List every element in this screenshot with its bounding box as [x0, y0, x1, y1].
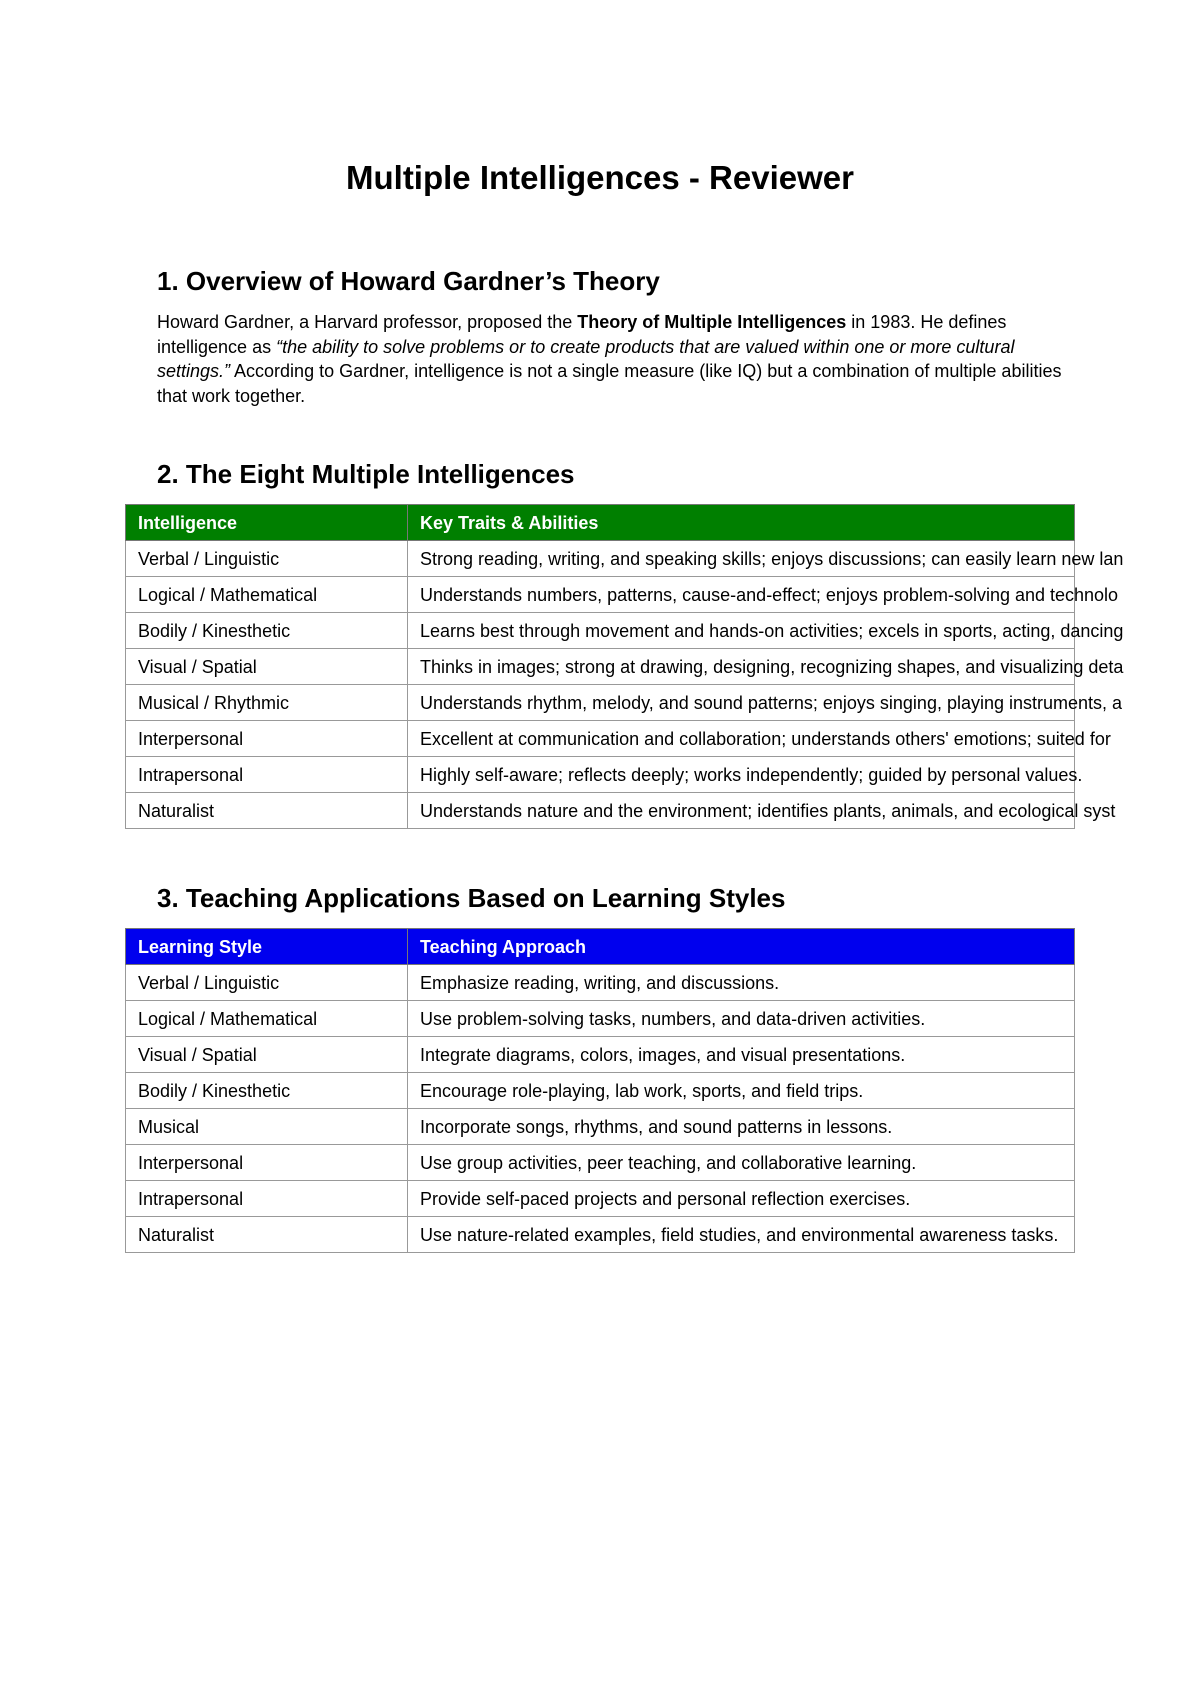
- approach-cell: Integrate diagrams, colors, images, and visual presentations.: [408, 1037, 1075, 1073]
- learning-style-cell: Naturalist: [126, 1217, 408, 1253]
- traits-cell: Understands rhythm, melody, and sound patterns; enjoys singing, playing instruments, a: [408, 685, 1075, 721]
- traits-cell: Excellent at communication and collaboration; understands others' emotions; suited for: [408, 721, 1075, 757]
- approach-cell: Emphasize reading, writing, and discussions.: [408, 965, 1075, 1001]
- intelligence-cell: Bodily / Kinesthetic: [126, 613, 408, 649]
- table-header-row: [126, 505, 1075, 541]
- intelligence-cell: Naturalist: [126, 793, 408, 829]
- overview-bold-term: Theory of Multiple Intelligences: [577, 312, 847, 332]
- intelligence-cell: Logical / Mathematical: [126, 577, 408, 613]
- column-header-intelligence: Intelligence: [126, 505, 408, 541]
- table-row: [126, 1181, 1075, 1217]
- section-heading-teaching-applications: 3. Teaching Applications Based on Learning Styles: [157, 883, 786, 913]
- table-row: [126, 1145, 1075, 1181]
- traits-cell: Learns best through movement and hands-on activities; excels in sports, acting, dancing: [408, 613, 1075, 649]
- traits-cell: Understands nature and the environment; identifies plants, animals, and ecological syst: [408, 793, 1075, 829]
- section-heading-eight-intelligences: 2. The Eight Multiple Intelligences: [157, 459, 575, 489]
- table-row: [126, 721, 1075, 757]
- overview-text-1: Howard Gardner, a Harvard professor, proposed the: [157, 312, 578, 332]
- learning-style-cell: Logical / Mathematical: [126, 1001, 408, 1037]
- table-row: [126, 1109, 1075, 1145]
- page-title: Multiple Intelligences - Reviewer: [346, 159, 854, 196]
- table-row: [126, 613, 1075, 649]
- column-header-learning-style: Learning Style: [126, 929, 408, 965]
- overview-text-2: in 1983. He defines intelligence as: [157, 312, 1007, 357]
- intelligence-cell: Verbal / Linguistic: [126, 541, 408, 577]
- table-row: [126, 1001, 1075, 1037]
- table-header-row: [126, 929, 1075, 965]
- section-heading-overview: 1. Overview of Howard Gardner’s Theory: [157, 266, 660, 296]
- column-header-teaching-approach: Teaching Approach: [408, 929, 1075, 965]
- table-row: [126, 1217, 1075, 1253]
- table-row: [126, 757, 1075, 793]
- overview-quote: “the ability to solve problems or to create products that are valued within one or more cultural settings.”: [157, 336, 1015, 381]
- learning-style-cell: Interpersonal: [126, 1145, 408, 1181]
- overview-text-3: According to Gardner, intelligence is not a single measure (like IQ) but a combination of multiple abilities that work together.: [157, 361, 1062, 406]
- table-row: [126, 1037, 1075, 1073]
- table-row: [126, 541, 1075, 577]
- intelligence-cell: Intrapersonal: [126, 757, 408, 793]
- table-row: [126, 649, 1075, 685]
- teaching-applications-table: [125, 928, 1075, 1253]
- table-row: [126, 965, 1075, 1001]
- intelligences-table: [125, 504, 1124, 829]
- learning-style-cell: Bodily / Kinesthetic: [126, 1073, 408, 1109]
- approach-cell: Incorporate songs, rhythms, and sound patterns in lessons.: [408, 1109, 1075, 1145]
- learning-style-cell: Visual / Spatial: [126, 1037, 408, 1073]
- approach-cell: Use group activities, peer teaching, and collaborative learning.: [408, 1145, 1075, 1181]
- traits-cell: Thinks in images; strong at drawing, designing, recognizing shapes, and visualizing deta: [408, 649, 1075, 685]
- learning-style-cell: Musical: [126, 1109, 408, 1145]
- approach-cell: Encourage role-playing, lab work, sports, and field trips.: [408, 1073, 1075, 1109]
- traits-cell: Strong reading, writing, and speaking skills; enjoys discussions; can easily learn new lan: [408, 541, 1075, 577]
- approach-cell: Provide self-paced projects and personal reflection exercises.: [408, 1181, 1075, 1217]
- table-row: [126, 793, 1075, 829]
- approach-cell: Use problem-solving tasks, numbers, and data-driven activities.: [408, 1001, 1075, 1037]
- approach-cell: Use nature-related examples, field studies, and environmental awareness tasks.: [408, 1217, 1075, 1253]
- learning-style-cell: Verbal / Linguistic: [126, 965, 408, 1001]
- table-row: [126, 1073, 1075, 1109]
- intelligence-cell: Musical / Rhythmic: [126, 685, 408, 721]
- traits-cell: Understands numbers, patterns, cause-and-effect; enjoys problem-solving and technolo: [408, 577, 1075, 613]
- table-row: [126, 577, 1075, 613]
- table-row: [126, 685, 1075, 721]
- column-header-key-traits: Key Traits & Abilities: [408, 505, 1075, 541]
- intelligence-cell: Visual / Spatial: [126, 649, 408, 685]
- traits-cell: Highly self-aware; reflects deeply; works independently; guided by personal values.: [408, 757, 1075, 793]
- intelligence-cell: Interpersonal: [126, 721, 408, 757]
- overview-paragraph: [157, 310, 1077, 408]
- learning-style-cell: Intrapersonal: [126, 1181, 408, 1217]
